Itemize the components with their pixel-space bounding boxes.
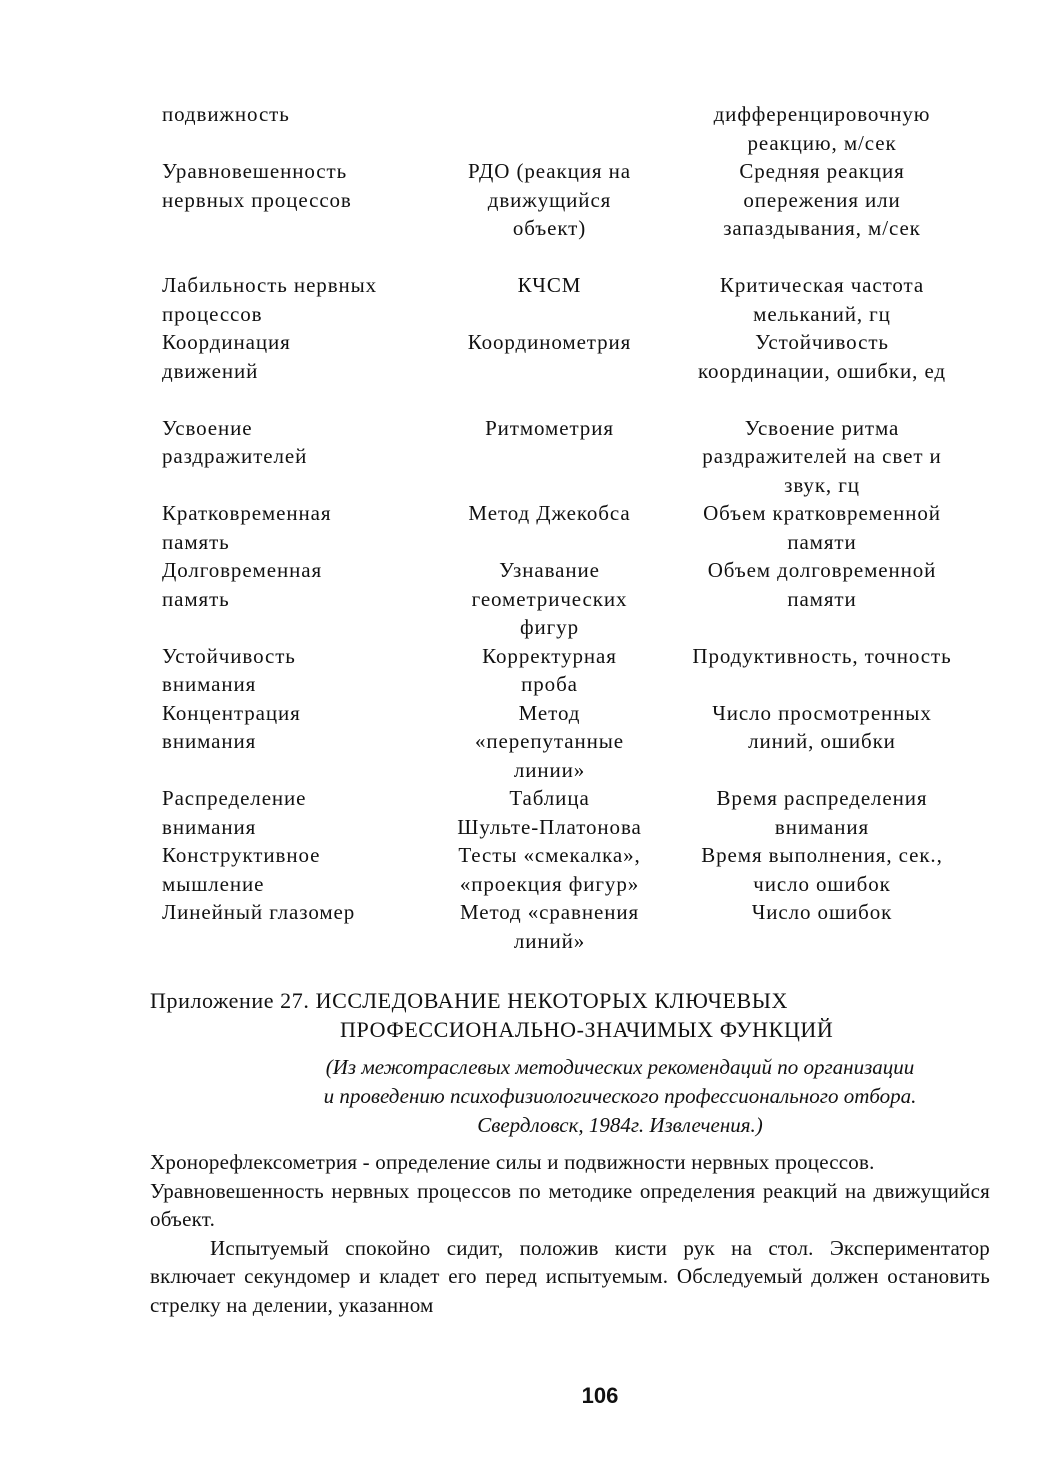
indicator-cell: Число просмотренных линий, ошибки <box>712 700 932 753</box>
indicator-cell: Усвоение ритма раздражителей на свет и звук, гц <box>702 415 942 497</box>
method-cell <box>437 100 662 157</box>
indicator-cell: дифференцировочную реакцию, м/сек <box>713 102 931 155</box>
method-cell: Узнавание геометрических фигур <box>471 558 628 639</box>
indicator-cell: Время распределения внимания <box>716 786 928 839</box>
indicator-cell: Время выполнения, сек., число ошибок <box>701 843 943 896</box>
source-note <box>150 1053 1039 1140</box>
method-cell: Координометрия <box>467 330 632 354</box>
function-cell: Линейный глазомер <box>162 900 356 924</box>
method-cell: Ритмометрия <box>485 415 614 440</box>
table-row <box>162 556 982 642</box>
function-cell: Кратковременная память <box>162 501 332 554</box>
paragraph-procedure: Испытуемый спокойно сидит, положив кисти рук на стол. Экспериментатор включает секундомер и кладет его перед испытуемым. Обследуемый должен остановить стрелку на делении, указанном <box>150 1235 990 1317</box>
indicator-cell: Критическая частота мельканий, гц <box>719 273 925 326</box>
table-row <box>162 699 982 785</box>
method-cell: Метод «сравнения линий» <box>459 900 640 953</box>
table-row <box>162 841 982 898</box>
page-number: 106 <box>581 1383 619 1408</box>
indicator-cell: Средняя реакция опережения или запаздывания, м/сек <box>723 159 921 240</box>
method-cell: Метод Джекобса <box>468 501 631 525</box>
source-line-3: Свердловск, 1984г. Извлечения.) <box>477 1113 763 1137</box>
table-row <box>162 784 982 841</box>
function-cell: Распределение внимания <box>162 786 307 839</box>
table-row <box>162 328 982 385</box>
function-cell: Конструктивное мышление <box>162 843 321 896</box>
indicator-cell: Число ошибок <box>751 900 893 924</box>
method-cell: Таблица Шульте-Платонова <box>457 786 642 839</box>
function-cell: Лабильность нервных процессов <box>162 273 378 326</box>
methods-table <box>162 100 982 955</box>
paragraph-balance: Уравновешенность нервных процессов по методике определения реакций на движущийся объект. <box>150 1178 990 1231</box>
table-row <box>162 414 982 500</box>
appendix-title-line-1: Приложение 27. ИССЛЕДОВАНИЕ НЕКОТОРЫХ КЛЮЧЕВЫХ <box>150 988 789 1013</box>
method-cell: Корректурная проба <box>482 643 617 696</box>
body-text <box>150 1148 990 1319</box>
function-cell: Устойчивость внимания <box>162 643 296 696</box>
table-row <box>162 157 982 243</box>
source-line-2: и проведению психофизиологического профессионального отбора. <box>323 1084 917 1108</box>
indicator-cell: Устойчивость координации, ошибки, ед <box>697 330 947 383</box>
table-row <box>162 271 982 328</box>
function-cell: подвижность <box>162 102 290 126</box>
function-cell: Координация движений <box>162 330 291 383</box>
function-cell: Концентрация внимания <box>162 700 301 753</box>
method-cell: РДО (реакция на движущийся объект) <box>468 159 631 240</box>
indicator-cell: Продуктивность, точность <box>692 643 952 668</box>
method-cell: Тесты «смекалка», «проекция фигур» <box>458 843 641 896</box>
table-row <box>162 898 982 955</box>
method-cell: Метод «перепутанные линии» <box>475 700 624 782</box>
method-cell: КЧСМ <box>517 273 582 297</box>
function-cell: Усвоение раздражителей <box>162 415 308 468</box>
table-row <box>162 100 982 157</box>
appendix-heading <box>150 986 990 1044</box>
table-row <box>162 499 982 556</box>
paragraph-chronoreflexometry: Хронорефлексометрия - определение силы и подвижности нервных процессов. <box>150 1150 875 1174</box>
function-cell: Уравновешенность нервных процессов <box>162 159 352 212</box>
indicator-cell: Объем кратковременной памяти <box>703 501 941 554</box>
indicator-cell: Объем долговременной памяти <box>707 558 937 611</box>
table-row <box>162 642 982 699</box>
source-line-1: (Из межотраслевых методических рекомендаций по организации <box>325 1055 915 1079</box>
function-cell: Долговременная память <box>162 558 323 611</box>
appendix-title-line-2: ПРОФЕССИОНАЛЬНО-ЗНАЧИМЫХ ФУНКЦИЙ <box>340 1017 834 1042</box>
